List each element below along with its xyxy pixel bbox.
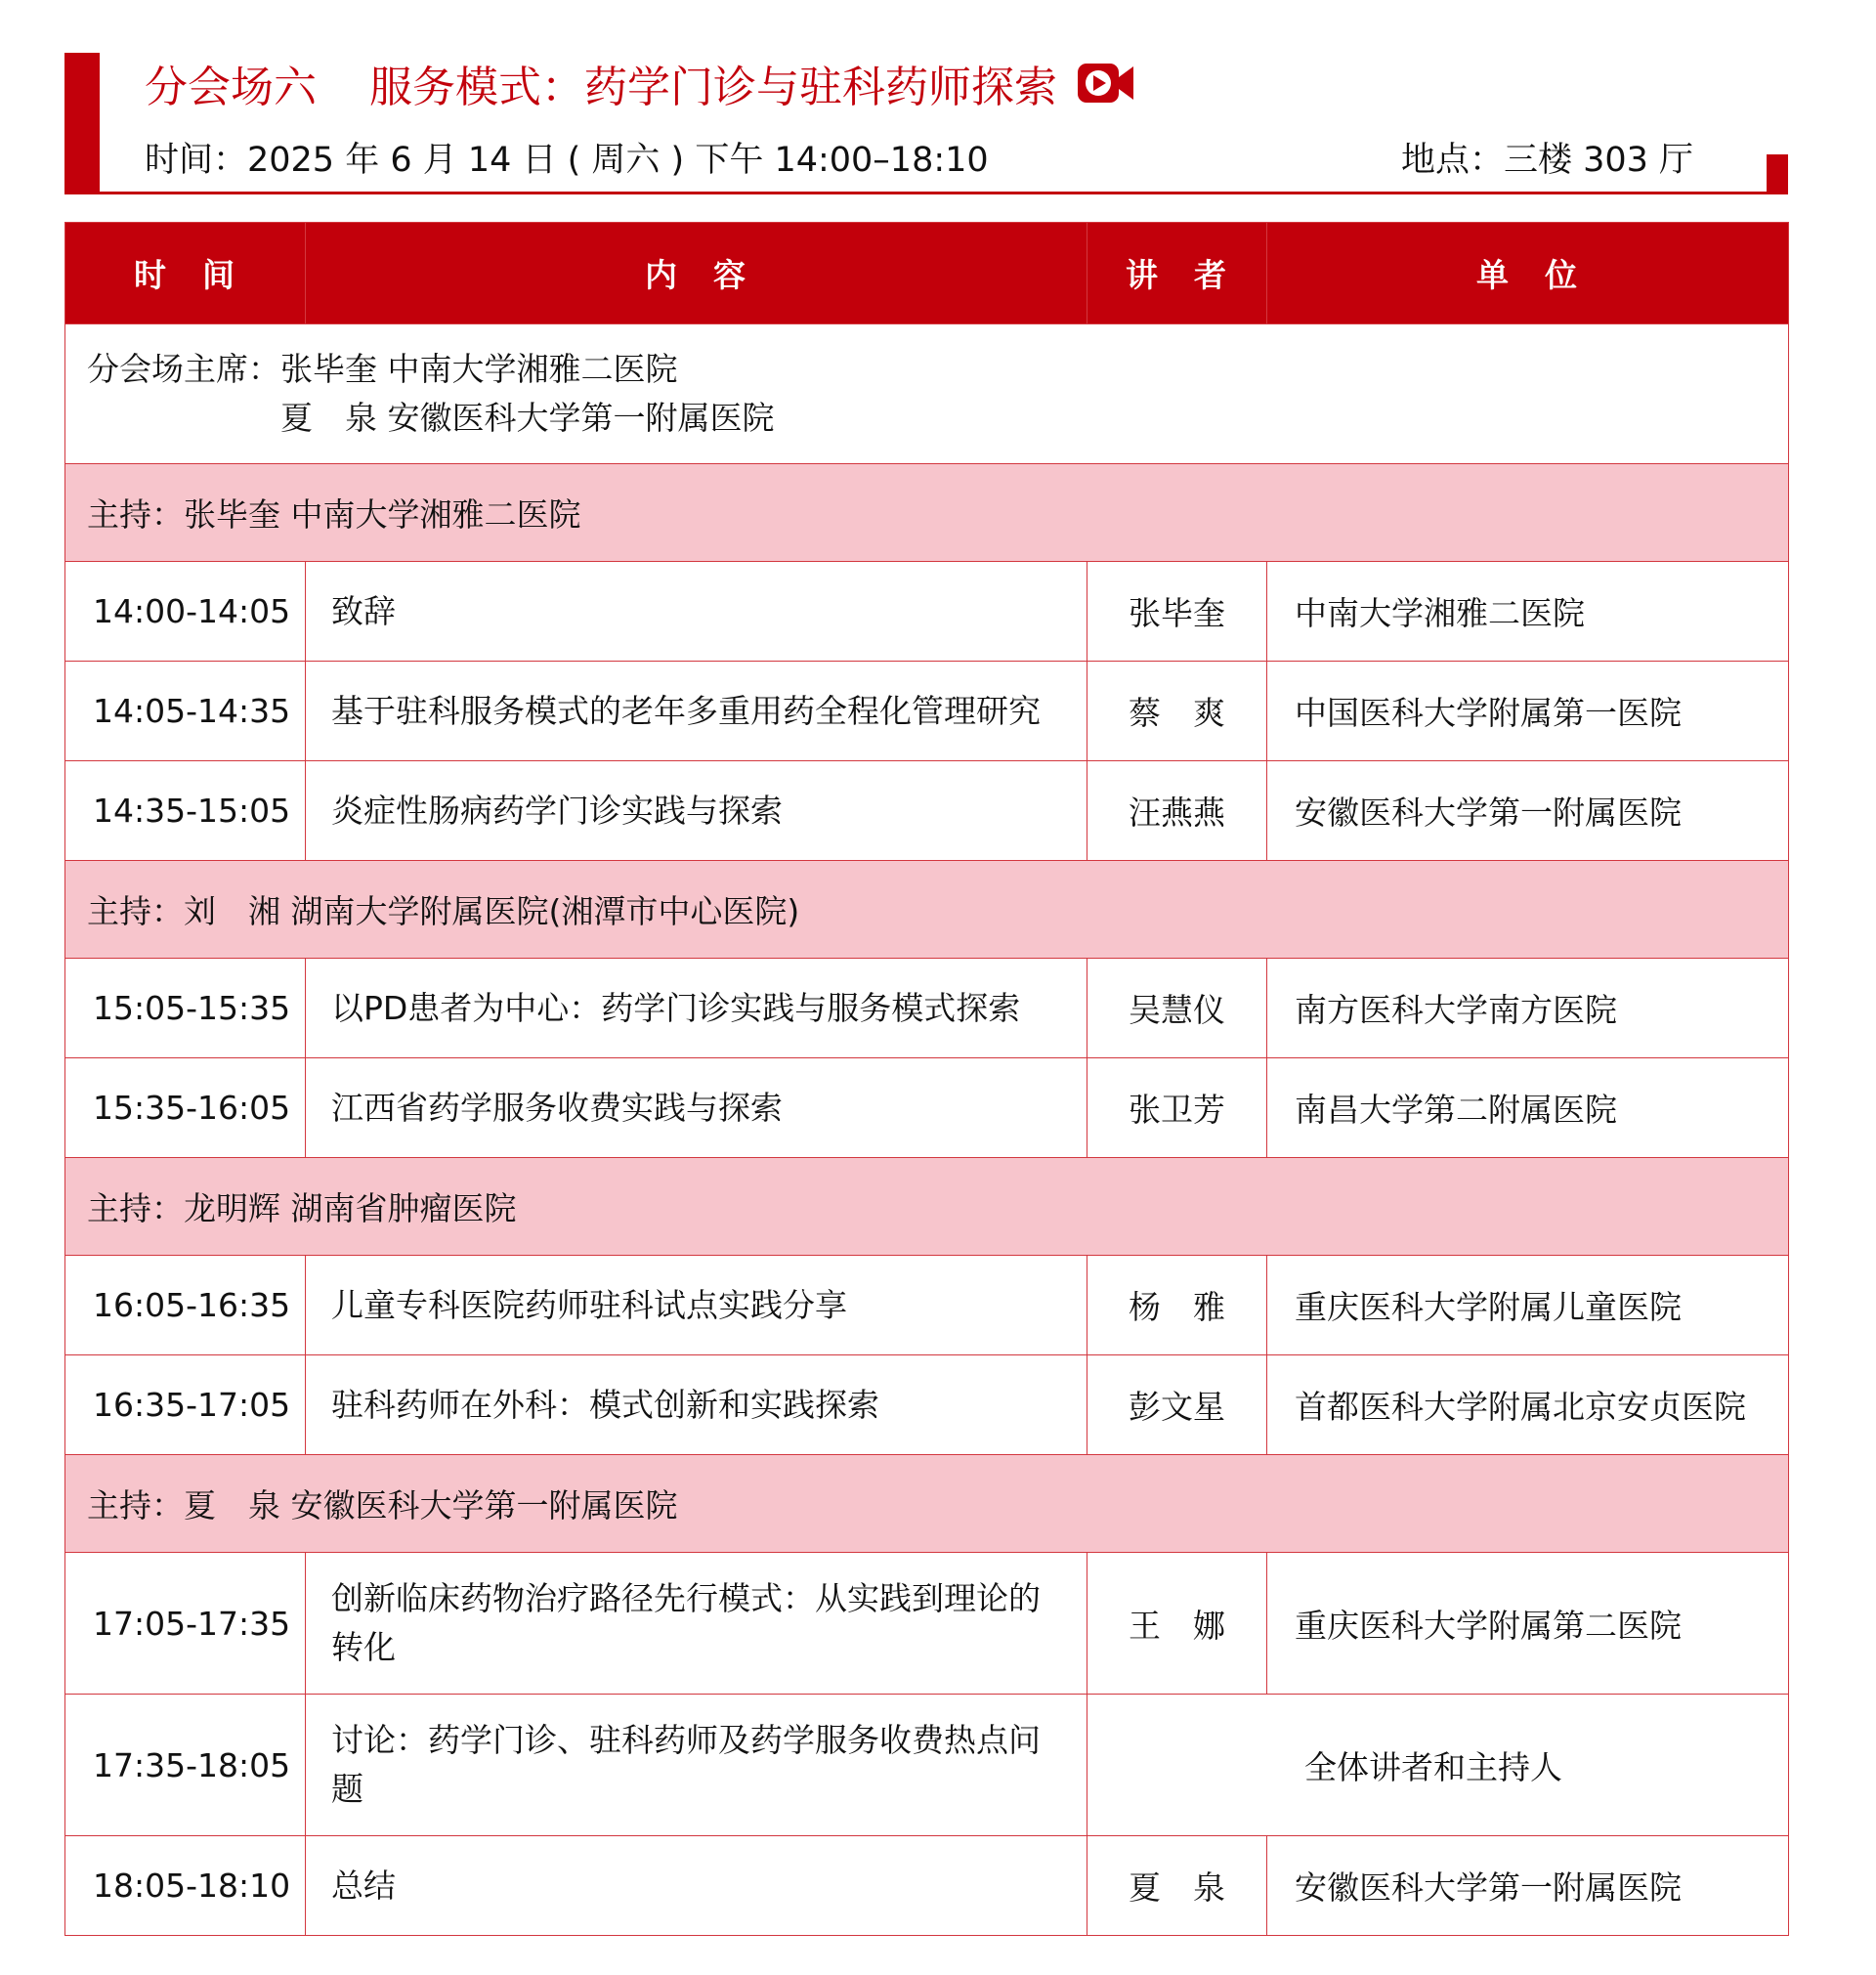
cell-unit: 安徽医科大学第一附属医院 (1267, 761, 1789, 861)
cell-speaker: 汪燕燕 (1087, 761, 1267, 861)
video-icon[interactable] (1077, 61, 1135, 106)
table-row (65, 1695, 1789, 1836)
session-subtitle: 服务模式：药学门诊与驻科药师探索 (369, 63, 1057, 112)
header-accent-mark (1767, 154, 1788, 193)
chair-person-2: 夏 泉 安徽医科大学第一附属医院 (280, 399, 775, 437)
cell-unit: 中南大学湘雅二医院 (1267, 562, 1789, 662)
header-accent-bar (64, 53, 100, 193)
host-row: 主持：刘 湘 湖南大学附属医院(湘潭市中心医院) (65, 861, 1789, 959)
cell-speaker: 杨 雅 (1087, 1256, 1267, 1355)
cell-content: 总结 (306, 1836, 1087, 1936)
cell-time: 15:35-16:05 (65, 1058, 306, 1158)
cell-unit: 安徽医科大学第一附属医院 (1267, 1836, 1789, 1936)
cell-time: 16:35-17:05 (65, 1355, 306, 1455)
cell-speaker: 彭文星 (1087, 1355, 1267, 1455)
chair-label: 分会场主席： (87, 350, 280, 388)
table-row (65, 1553, 1789, 1695)
page-title (145, 49, 1135, 117)
header-content: 内 容 (306, 223, 1087, 324)
host-row: 主持：夏 泉 安徽医科大学第一附属医院 (65, 1455, 1789, 1553)
table-row (65, 1355, 1789, 1455)
cell-content: 炎症性肠病药学门诊实践与探索 (306, 761, 1087, 861)
header-underline (64, 192, 1788, 194)
chair-person-1: 张毕奎 中南大学湘雅二医院 (280, 350, 678, 388)
cell-time: 16:05-16:35 (65, 1256, 306, 1355)
cell-speaker: 张卫芳 (1087, 1058, 1267, 1158)
cell-content: 江西省药学服务收费实践与探索 (306, 1058, 1087, 1158)
cell-unit: 重庆医科大学附属儿童医院 (1267, 1256, 1789, 1355)
cell-time: 17:05-17:35 (65, 1553, 306, 1695)
cell-unit: 首都医科大学附属北京安贞医院 (1267, 1355, 1789, 1455)
cell-unit: 南方医科大学南方医院 (1267, 959, 1789, 1058)
header-speaker: 讲 者 (1087, 223, 1267, 324)
session-place: 地点：三楼 303 厅 (1401, 141, 1694, 180)
table-row (65, 761, 1789, 861)
host-row: 主持：龙明辉 湖南省肿瘤医院 (65, 1158, 1789, 1256)
cell-unit: 中国医科大学附属第一医院 (1267, 662, 1789, 761)
cell-speaker: 蔡 爽 (1087, 662, 1267, 761)
cell-content: 驻科药师在外科：模式创新和实践探索 (306, 1355, 1087, 1455)
cell-content: 基于驻科服务模式的老年多重用药全程化管理研究 (306, 662, 1087, 761)
cell-content: 致辞 (306, 562, 1087, 662)
host-row: 主持：张毕奎 中南大学湘雅二医院 (65, 464, 1789, 562)
cell-time: 14:35-15:05 (65, 761, 306, 861)
cell-speaker-unit: 全体讲者和主持人 (1087, 1695, 1789, 1836)
cell-time: 18:05-18:10 (65, 1836, 306, 1936)
cell-content: 儿童专科医院药师驻科试点实践分享 (306, 1256, 1087, 1355)
cell-content: 讨论：药学门诊、驻科药师及药学服务收费热点问题 (306, 1695, 1087, 1836)
cell-content: 以PD患者为中心：药学门诊实践与服务模式探索 (306, 959, 1087, 1058)
table-header-row (65, 223, 1789, 324)
cell-speaker: 夏 泉 (1087, 1836, 1267, 1936)
cell-unit: 南昌大学第二附属医院 (1267, 1058, 1789, 1158)
table-row (65, 1256, 1789, 1355)
header-unit: 单 位 (1267, 223, 1789, 324)
header-time: 时 间 (65, 223, 306, 324)
session-name: 分会场六 (145, 63, 317, 112)
table-row (65, 662, 1789, 761)
cell-time: 17:35-18:05 (65, 1695, 306, 1836)
cell-speaker: 王 娜 (1087, 1553, 1267, 1695)
cell-unit: 重庆医科大学附属第二医院 (1267, 1553, 1789, 1695)
cell-content: 创新临床药物治疗路径先行模式：从实践到理论的转化 (306, 1553, 1087, 1695)
table-row (65, 959, 1789, 1058)
session-time: 时间：2025 年 6 月 14 日 ( 周六 ) 下午 14:00–18:10 (145, 141, 989, 180)
cell-speaker: 张毕奎 (1087, 562, 1267, 662)
cell-time: 15:05-15:35 (65, 959, 306, 1058)
table-row (65, 1836, 1789, 1936)
schedule-table (64, 222, 1789, 1936)
cell-time: 14:05-14:35 (65, 662, 306, 761)
cell-time: 14:00-14:05 (65, 562, 306, 662)
cell-speaker: 吴慧仪 (1087, 959, 1267, 1058)
table-row (65, 562, 1789, 662)
chair-row (65, 324, 1789, 464)
table-row (65, 1058, 1789, 1158)
